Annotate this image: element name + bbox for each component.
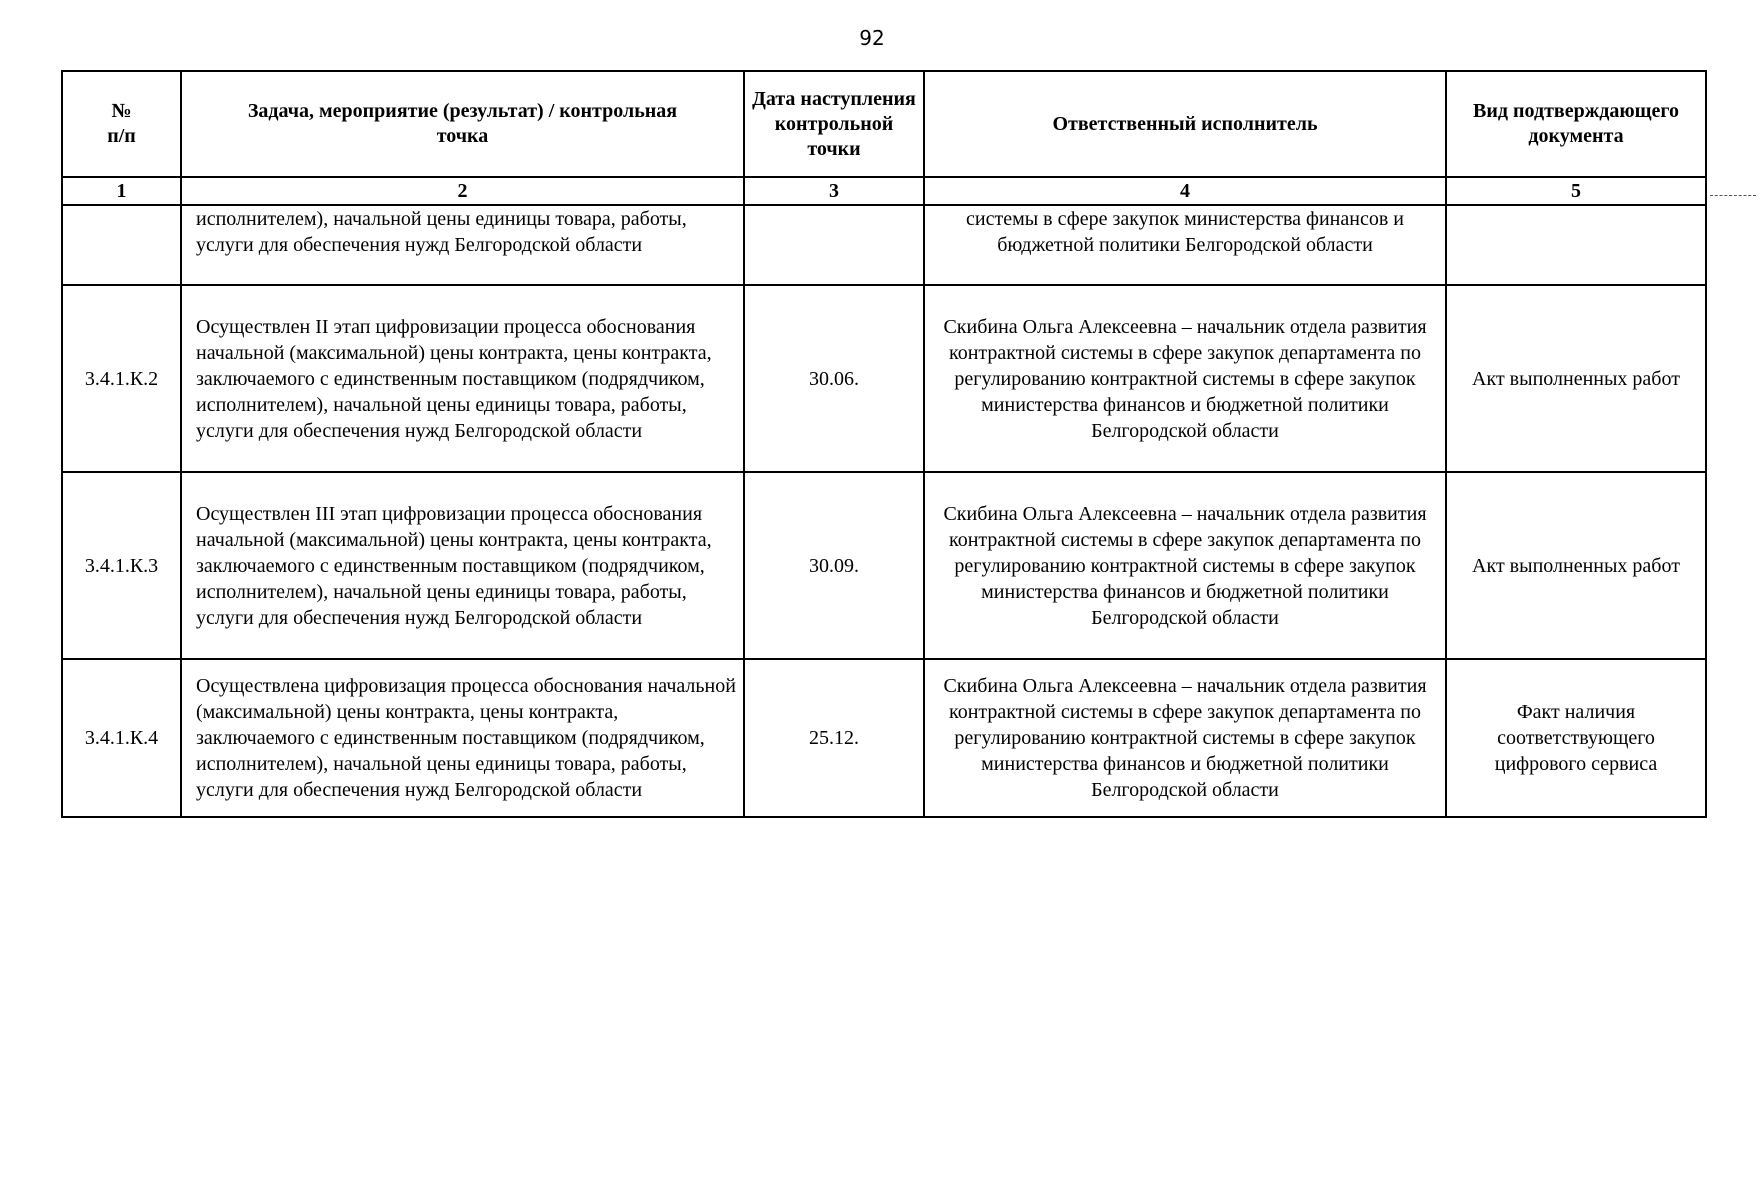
cell-num: 3.4.1.К.2 (62, 285, 181, 472)
control-points-table (61, 70, 1707, 818)
header-responsible: Ответственный исполнитель (924, 71, 1446, 177)
cell-task: Осуществлен III этап цифровизации процесса обоснования начальной (максимальной) цены контракта, цены контракта, заключаемого с единственным поставщиком (подрядчиком, исполнителем), начальной цены единицы товара, работы, услуги для обеспечения нужд Белгородской области (181, 472, 744, 659)
header-row (62, 71, 1706, 177)
column-number: 2 (181, 177, 744, 205)
cell-task: Осуществлен II этап цифровизации процесса обоснования начальной (максимальной) цены контракта, цены контракта, заключаемого с единственным поставщиком (подрядчиком, исполнителем), начальной цены единицы товара, работы, услуги для обеспечения нужд Белгородской области (181, 285, 744, 472)
cell-date: 25.12. (744, 659, 924, 817)
cell-date: 30.06. (744, 285, 924, 472)
column-number: 3 (744, 177, 924, 205)
table-row (62, 285, 1706, 472)
cell-document: Факт наличия соответствующего цифрового сервиса (1446, 659, 1706, 817)
table-row (62, 659, 1706, 817)
header-document: Вид подтверждающего документа (1446, 71, 1706, 177)
cell-num (62, 205, 181, 285)
header-date: Дата наступления контрольной точки (744, 71, 924, 177)
table-row-continuation (62, 205, 1706, 285)
cell-responsible: Скибина Ольга Алексеевна – начальник отдела развития контрактной системы в сфере закупок департамента по регулированию контрактной системы в сфере закупок министерства финансов и бюджетной политики Белгородской области (924, 472, 1446, 659)
cell-responsible: Скибина Ольга Алексеевна – начальник отдела развития контрактной системы в сфере закупок департамента по регулированию контрактной системы в сфере закупок министерства финансов и бюджетной политики Белгородской области (924, 285, 1446, 472)
cell-date (744, 205, 924, 285)
cell-responsible: Скибина Ольга Алексеевна – начальник отдела развития контрактной системы в сфере закупок департамента по регулированию контрактной системы в сфере закупок министерства финансов и бюджетной политики Белгородской области (924, 659, 1446, 817)
cell-num: 3.4.1.К.4 (62, 659, 181, 817)
cell-task: Осуществлена цифровизация процесса обоснования начальной (максимальной) цены контракта, цены контракта, заключаемого с единственным поставщиком (подрядчиком, исполнителем), начальной цены единицы товара, работы, услуги для обеспечения нужд Белгородской области (181, 659, 744, 817)
cell-document: Акт выполненных работ (1446, 285, 1706, 472)
column-number: 5 (1446, 177, 1706, 205)
cell-document (1446, 205, 1706, 285)
table-row (62, 472, 1706, 659)
page-number: 92 (859, 26, 885, 50)
cell-date: 30.09. (744, 472, 924, 659)
header-task: Задача, мероприятие (результат) / контрольная точка (181, 71, 744, 177)
cell-document: Акт выполненных работ (1446, 472, 1706, 659)
cell-task: исполнителем), начальной цены единицы товара, работы, услуги для обеспечения нужд Белгородской области (181, 205, 744, 285)
scan-mark-line (1710, 195, 1756, 196)
cell-num: 3.4.1.К.3 (62, 472, 181, 659)
cell-responsible: системы в сфере закупок министерства финансов и бюджетной политики Белгородской области (924, 205, 1446, 285)
header-num: № п/п (62, 71, 181, 177)
column-number: 1 (62, 177, 181, 205)
column-number-row (62, 177, 1706, 205)
column-number: 4 (924, 177, 1446, 205)
